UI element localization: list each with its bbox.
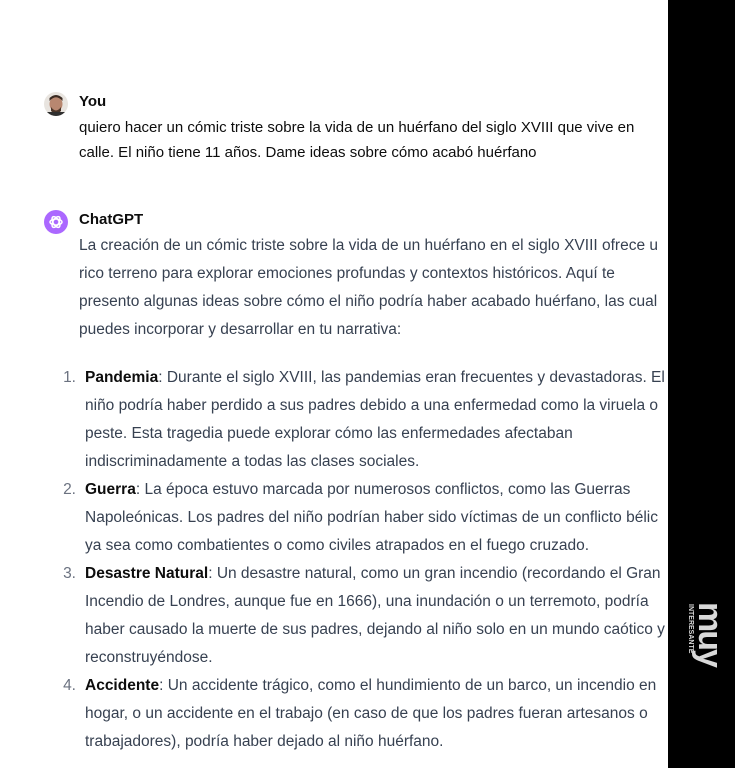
item-title: Pandemia <box>85 369 159 386</box>
list-number: 3. <box>63 565 76 582</box>
item-title: Accidente <box>85 677 160 694</box>
item-title: Guerra <box>85 481 136 498</box>
assistant-message <box>44 210 668 768</box>
item-line: indiscriminadamente a todas las clases sociales. <box>85 453 420 470</box>
item-line: Incendio de Londres, aunque fue en 1666), una inundación o un terremoto, podría <box>85 593 649 610</box>
intro-line: puedes incorporar y desarrollar en tu narrativa: <box>79 321 402 338</box>
list-item <box>63 476 668 560</box>
intro-paragraph <box>79 232 668 344</box>
item-line: trabajadores), podría haber dejado al niño huérfano. <box>85 733 444 750</box>
user-message-text <box>79 116 668 165</box>
item-line: niño podría haber perdido a sus padres debido a una enfermedad como la viruela o <box>85 397 659 414</box>
user-message-line: quiero hacer un cómic triste sobre la vida de un huérfano del siglo XVIII que vive en <box>79 119 635 136</box>
item-line: : Un desastre natural, como un gran incendio (recordando el Gran <box>208 565 661 582</box>
list-number: 2. <box>63 481 76 498</box>
item-line: : La época estuvo marcada por numerosos conflictos, como las Guerras <box>135 481 631 498</box>
list-number: 4. <box>63 677 76 694</box>
item-line: peste. Esta tragedia puede explorar cómo las enfermedades afectaban <box>85 425 573 442</box>
intro-line: presento algunas ideas sobre cómo el niño podría haber acabado huérfano, las cual <box>79 293 658 310</box>
assistant-author-name: ChatGPT <box>79 211 144 228</box>
item-line: hogar, o un accidente en el trabajo (en caso de que los padres fueran artesanos o <box>85 705 648 722</box>
intro-line: La creación de un cómic triste sobre la vida de un huérfano en el siglo XVIII ofrece u <box>79 237 659 254</box>
user-message-line: calle. El niño tiene 11 años. Dame ideas sobre cómo acabó huérfano <box>79 143 537 161</box>
item-line: reconstruyéndose. <box>85 649 213 666</box>
list-item <box>63 672 668 756</box>
list-item <box>63 560 668 672</box>
item-line: ya sea como combatientes o como civiles atrapados en el fuego cruzado. <box>85 537 590 554</box>
item-line: Napoleónicas. Los padres del niño podrían haber sido víctimas de un conflicto bélic <box>85 509 658 526</box>
assistant-message-text <box>63 232 668 756</box>
item-line: : Un accidente trágico, como el hundimiento de un barco, un incendio en <box>159 677 657 694</box>
user-message <box>44 92 668 172</box>
item-line: : Durante el siglo XVIII, las pandemias eran frecuentes y devastadoras. El <box>158 369 665 386</box>
list-number: 1. <box>63 369 76 386</box>
intro-line: rico terreno para explorar emociones profundas y contextos históricos. Aquí te <box>79 265 615 282</box>
item-title: Desastre Natural <box>85 565 209 582</box>
orphan-ideas-list <box>63 364 668 756</box>
svg-text:muy: muy <box>691 602 723 666</box>
chatgpt-logo-icon <box>44 210 68 234</box>
svg-text:INTERESANTE: INTERESANTE <box>687 604 694 654</box>
user-avatar <box>44 92 68 116</box>
user-author-name: You <box>79 93 107 110</box>
item-line: haber causado la muerte de sus padres, dejando al niño solo en un mundo caótico y <box>85 621 665 638</box>
muy-interesante-watermark-logo <box>683 600 723 740</box>
list-item <box>63 364 668 476</box>
